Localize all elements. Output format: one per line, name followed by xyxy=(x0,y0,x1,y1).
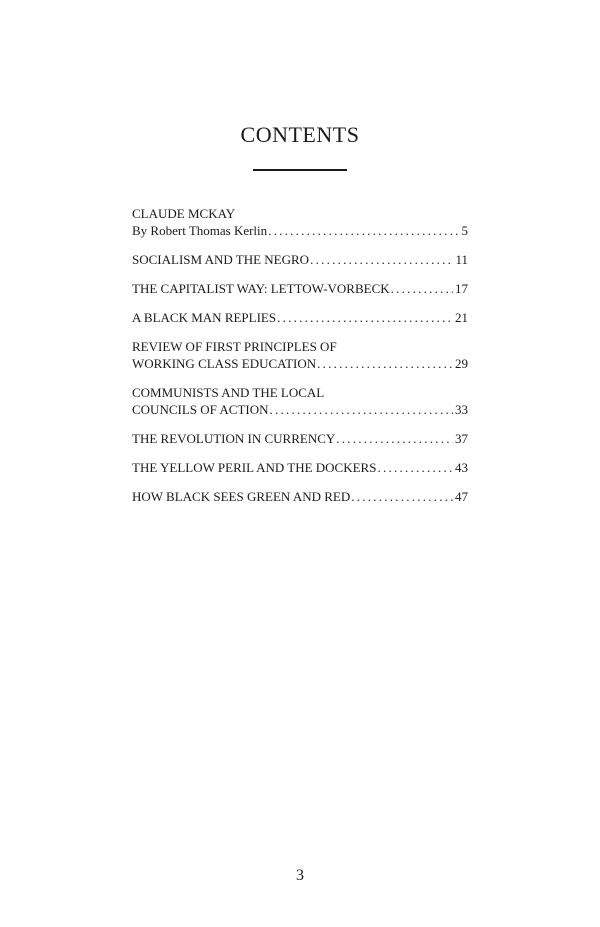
toc-entry-title: THE REVOLUTION IN CURRENCY xyxy=(132,431,336,446)
dot-leader xyxy=(336,430,453,447)
toc-entry-title-line xyxy=(132,205,468,222)
toc-entry-page: 21 xyxy=(455,310,468,325)
toc-entry xyxy=(132,309,468,326)
dot-leader xyxy=(317,355,453,372)
toc-entry-title-line xyxy=(132,222,468,239)
toc-entry-title: COUNCILS OF ACTION xyxy=(132,402,269,417)
toc-entry-page: 5 xyxy=(461,223,468,238)
toc-entry-title-line xyxy=(132,488,468,505)
table-of-contents xyxy=(132,205,468,517)
toc-entry-page: 29 xyxy=(455,356,468,371)
dot-leader xyxy=(310,251,453,268)
toc-entry-title: WORKING CLASS EDUCATION xyxy=(132,356,317,371)
toc-entry-title-line xyxy=(132,401,468,418)
toc-entry-title: SOCIALISM AND THE NEGRO xyxy=(132,252,310,267)
dot-leader xyxy=(391,280,453,297)
toc-entry-title: HOW BLACK SEES GREEN AND RED xyxy=(132,489,351,504)
title-rule xyxy=(253,169,347,171)
toc-entry-title-line xyxy=(132,338,468,355)
toc-entry xyxy=(132,280,468,297)
dot-leader xyxy=(268,222,459,239)
toc-entry-page: 33 xyxy=(455,402,468,417)
toc-entry-title: A BLACK MAN REPLIES xyxy=(132,310,277,325)
dot-leader xyxy=(270,401,453,418)
toc-entry-title: THE CAPITALIST WAY: LETTOW-VORBECK xyxy=(132,281,390,296)
dot-leader xyxy=(277,309,453,326)
toc-entry-page: 47 xyxy=(455,489,468,504)
toc-entry-title-line xyxy=(132,355,468,372)
toc-entry-title: THE YELLOW PERIL AND THE DOCKERS xyxy=(132,460,377,475)
toc-entry xyxy=(132,430,468,447)
toc-entry xyxy=(132,251,468,268)
dot-leader xyxy=(351,488,453,505)
toc-entry-page: 37 xyxy=(455,431,468,446)
toc-entry-page: 17 xyxy=(455,281,468,296)
toc-entry xyxy=(132,205,468,239)
toc-entry xyxy=(132,384,468,418)
toc-entry xyxy=(132,338,468,372)
page-title: CONTENTS xyxy=(240,122,360,147)
toc-entry-title-line xyxy=(132,251,468,268)
toc-entry-title-line xyxy=(132,384,468,401)
toc-entry xyxy=(132,488,468,505)
toc-entry-title-line xyxy=(132,430,468,447)
toc-entry-page: 11 xyxy=(455,252,468,267)
toc-entry-title: By Robert Thomas Kerlin xyxy=(132,223,268,238)
dot-leader xyxy=(377,459,453,476)
toc-entry-title: REVIEW OF FIRST PRINCIPLES OF xyxy=(132,339,337,354)
toc-entry-title-line xyxy=(132,459,468,476)
toc-entry-title: COMMUNISTS AND THE LOCAL xyxy=(132,385,325,400)
toc-entry-page: 43 xyxy=(455,460,468,475)
page-number: 3 xyxy=(296,867,304,884)
toc-entry-title: CLAUDE MCKAY xyxy=(132,206,236,221)
toc-entry-title-line xyxy=(132,280,468,297)
toc-entry-title-line xyxy=(132,309,468,326)
toc-entry xyxy=(132,459,468,476)
